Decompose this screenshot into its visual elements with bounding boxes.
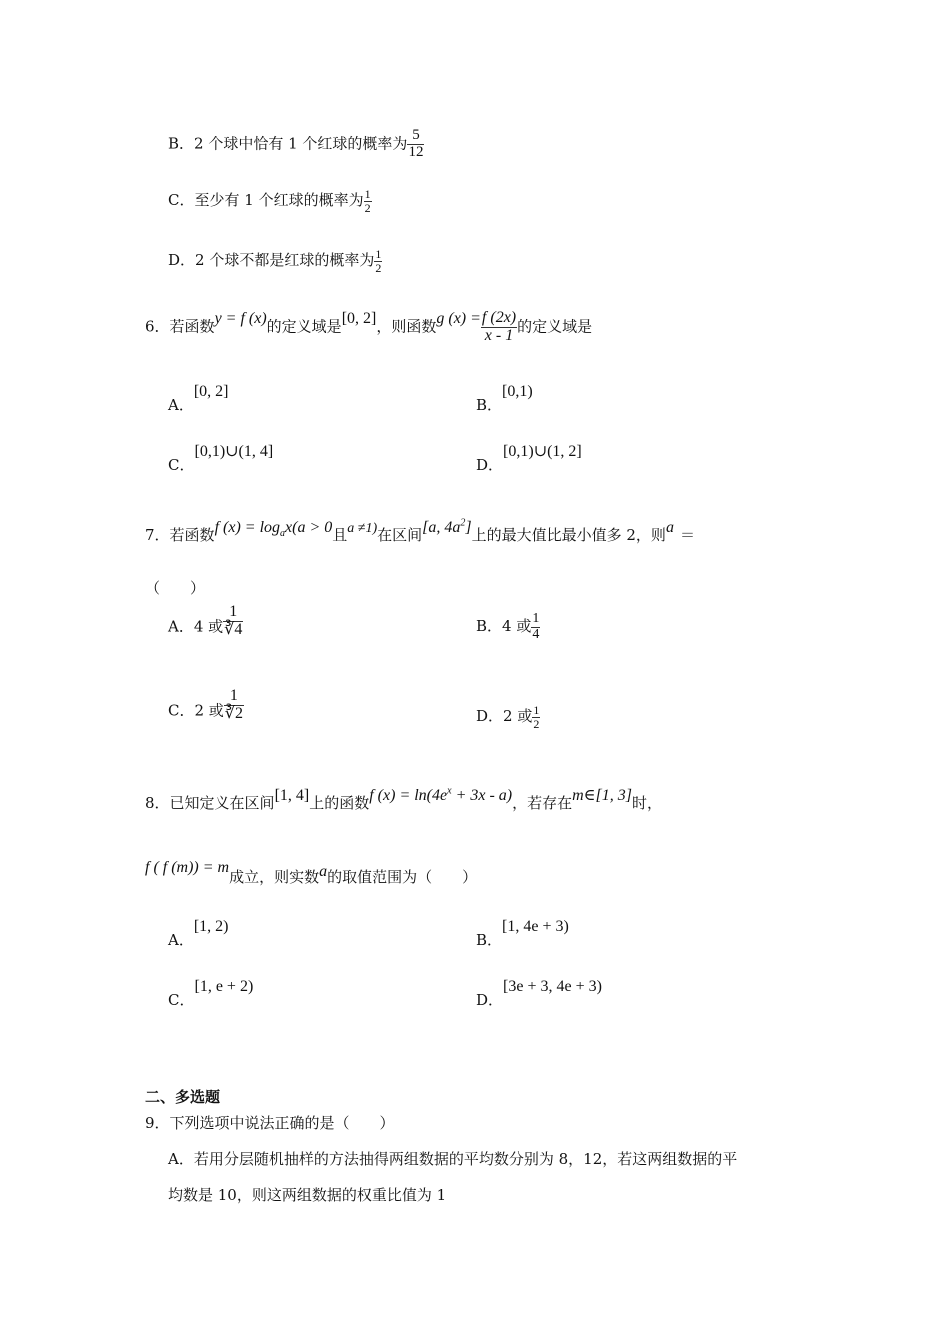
math-function: [214, 519, 333, 540]
stem-text: 下列选项中说法正确的是（ ）: [169, 1114, 395, 1132]
math-condition: a ≠1): [347, 521, 378, 536]
option-label: A．: [168, 617, 194, 636]
math-part: f (x) = ln(4e: [369, 787, 448, 804]
option-label: A．: [168, 1150, 194, 1168]
question-number: 8．: [145, 794, 170, 812]
math-variable: a: [319, 863, 328, 880]
q7-option-a: [168, 603, 243, 645]
question-number: 6．: [145, 317, 170, 336]
q7-option-c: [168, 687, 244, 729]
math-variable: a: [665, 519, 674, 536]
option-label: B．: [476, 617, 503, 636]
option-label: B．: [476, 396, 503, 414]
fraction: $\frac{5}{12}$: [408, 127, 424, 160]
q6-stem: [145, 310, 592, 345]
math-interval: [422, 519, 471, 536]
option-math: [0, 2]: [193, 383, 229, 400]
q6-option-c: [168, 443, 274, 475]
stem-text: 已知定义在区间: [169, 794, 275, 812]
q8-option-c: [168, 978, 254, 1010]
option-label: C．: [168, 991, 195, 1009]
stem-text: 若函数: [169, 526, 215, 544]
question-number: 9．: [145, 1114, 170, 1132]
option-math: [3e + 3, 4e + 3): [503, 978, 602, 995]
fraction: $\frac{f (2x)}{x - 1}$: [481, 309, 517, 344]
option-label: A．: [168, 396, 194, 414]
stem-text: ＝: [679, 526, 695, 544]
math-part: + 3x - a): [451, 787, 513, 804]
option-label: D．: [168, 251, 196, 270]
math-sub: a: [280, 528, 286, 540]
stem-text: 在区间: [377, 526, 423, 544]
math-sup: 2: [460, 517, 466, 529]
q8-stem: [145, 785, 663, 813]
q9-option-a-line2: [168, 1184, 446, 1205]
fraction: $\frac{1}{4}$: [532, 611, 540, 642]
q9-stem: [145, 1112, 395, 1133]
stem-text: 的定义域是: [517, 317, 593, 336]
q5-option-c: [168, 188, 372, 214]
stem-text: 的取值范围为（ ）: [327, 868, 478, 886]
q6-option-b: [476, 383, 533, 415]
stem-text: 成立，则实数: [229, 868, 320, 886]
option-text: 至少有 1 个红球的概率为: [194, 191, 364, 210]
q8-option-d: [476, 978, 602, 1010]
q8-option-b: [476, 918, 569, 950]
option-math: [0,1)∪(1, 2]: [503, 443, 582, 460]
math-function: [369, 787, 512, 804]
option-label: D．: [476, 707, 504, 726]
q7-option-b: [476, 612, 540, 642]
section-title: 二、多选题: [145, 1088, 221, 1106]
fraction: $\frac{1}{2}$: [533, 703, 540, 731]
option-text: 2 个球不都是红球的概率为: [195, 251, 375, 270]
stem-text: 时，: [632, 794, 663, 812]
q6-option-a: [168, 383, 229, 415]
math-part: ]: [465, 519, 472, 536]
stem-text: ，则函数: [376, 317, 437, 336]
option-text: 4 或: [502, 617, 532, 636]
stem-text: 的定义域是: [266, 317, 342, 336]
fraction: $\frac{1}{∛4}$: [224, 603, 243, 638]
fraction: $\frac{1}{∛2}$: [224, 687, 243, 722]
option-label: B．: [476, 931, 503, 949]
option-math: [1, 4e + 3): [502, 918, 569, 935]
option-text: 均数是 10，则这两组数据的权重比值为 1: [168, 1186, 447, 1204]
option-text: 2 或: [194, 701, 224, 720]
math-g-left: g (x) =: [436, 310, 481, 328]
stem-text: 且: [332, 526, 348, 544]
option-math: [1, 2): [193, 918, 229, 935]
option-label: C．: [168, 701, 195, 720]
question-number: 7．: [145, 526, 170, 544]
stem-text: ，若存在: [512, 794, 573, 812]
math-function: y = f (x): [214, 310, 267, 328]
option-text: 若用分层随机抽样的方法抽得两组数据的平均数分别为 8，12，若这两组数据的平: [193, 1150, 738, 1168]
option-label: D．: [476, 991, 504, 1009]
fraction: $\frac{1}{2}$: [364, 187, 371, 215]
q7-option-d: [476, 704, 540, 730]
math-interval: [0, 2]: [341, 310, 377, 328]
math-condition: m∈[1, 3]: [572, 787, 632, 804]
q5-option-b: [168, 128, 424, 161]
option-math: [0,1): [502, 383, 533, 400]
q6-option-d: [476, 443, 582, 475]
stem-text: 若函数: [169, 317, 215, 336]
option-label: A．: [168, 931, 194, 949]
option-label: B．: [168, 134, 195, 153]
stem-text: 上的最大值比最小值多 2，则: [471, 526, 666, 544]
option-label: C．: [168, 456, 195, 474]
option-text: 2 或: [503, 707, 533, 726]
math-sup: x: [447, 785, 452, 797]
option-text: 4 或: [193, 617, 224, 636]
option-math: [1, e + 2): [194, 978, 254, 995]
q9-option-a: [168, 1148, 737, 1169]
q7-stem: [145, 517, 695, 547]
math-interval: [1, 4]: [274, 787, 310, 804]
math-part: f (x) = log: [214, 519, 281, 536]
q5-option-d: [168, 248, 382, 274]
q7-paren: [145, 577, 205, 598]
q8-stem-line2: [145, 859, 478, 887]
option-label: D．: [476, 456, 504, 474]
option-label: C．: [168, 191, 195, 210]
math-part: [a, 4a: [422, 519, 461, 536]
fraction: $\frac{1}{2}$: [375, 247, 382, 275]
stem-text: 上的函数: [309, 794, 370, 812]
q8-option-a: [168, 918, 229, 950]
option-text: 2 个球中恰有 1 个红球的概率为: [194, 134, 408, 153]
option-math: [0,1)∪(1, 4]: [194, 443, 274, 460]
math-part: x(a > 0: [285, 519, 333, 536]
math-equation: f ( f (m)) = m: [145, 859, 230, 876]
answer-paren: （ ）: [145, 579, 206, 597]
